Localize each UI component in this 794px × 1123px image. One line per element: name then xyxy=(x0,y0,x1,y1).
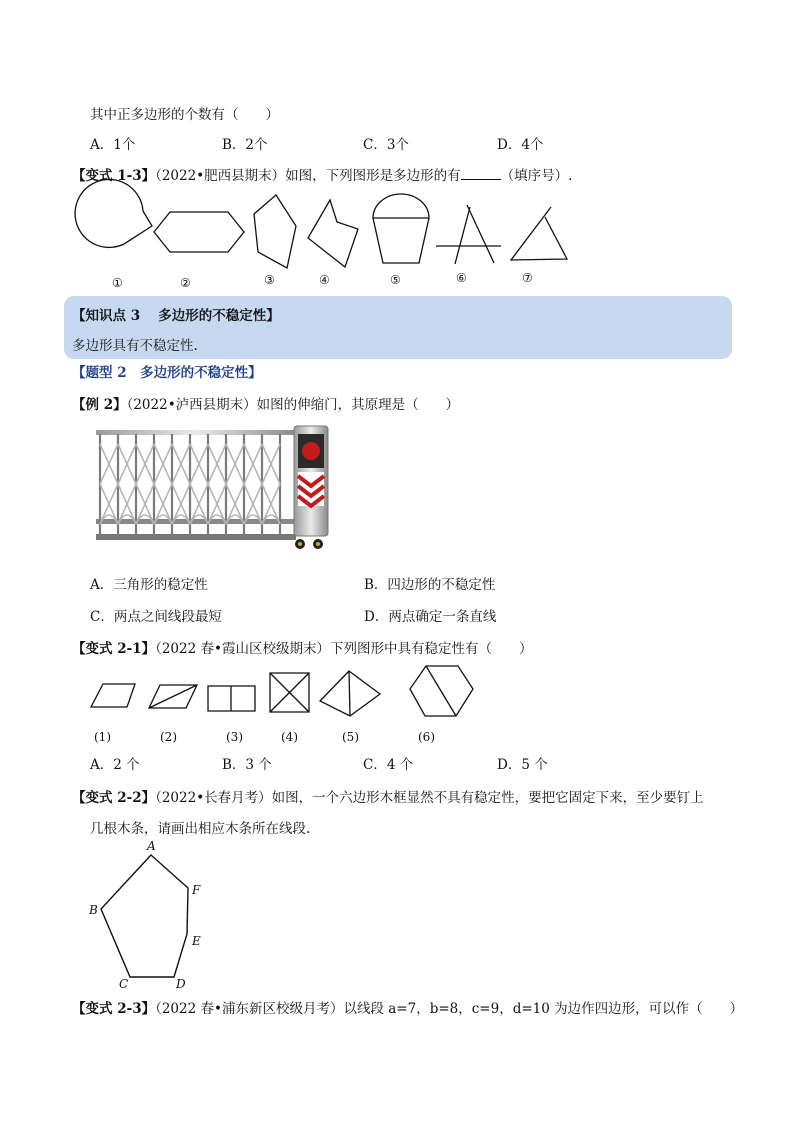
shape-label-1: ① xyxy=(112,276,123,290)
variant-option-c: C．4 个 xyxy=(363,757,414,773)
shape-label-2: ② xyxy=(180,276,191,290)
example-option-b: B．四边形的不稳定性 xyxy=(364,577,496,593)
example-tag: 【例 2】 xyxy=(72,397,127,413)
example-option-a: A．三角形的稳定性 xyxy=(90,577,208,593)
hexagon-shape xyxy=(101,855,188,977)
knowledge-title: 【知识点 3 多边形的不稳定性】 xyxy=(72,308,280,324)
vertex-d: D xyxy=(176,977,186,991)
vertex-f: F xyxy=(192,883,201,897)
variant-text: （2022 春•浦东新区校级月考）以线段 a=7，b=8，c=9，d=10 为边作四边形，可以作（ ） xyxy=(155,1001,744,1017)
variant-2-2-line2: 几根木条，请画出相应木条所在线段. xyxy=(90,821,311,837)
figure-label-4: (4) xyxy=(281,730,298,744)
vertex-a: A xyxy=(147,839,156,853)
option-a: A．1个 xyxy=(90,137,136,153)
variant-2-3 xyxy=(72,997,743,1017)
figure-label-3: (3) xyxy=(226,730,243,744)
example-text: （2022•泸西县期末）如图的伸缩门，其原理是（ ） xyxy=(126,397,460,413)
variant-text: （2022 春•霞山区校级期末）下列图形中具有稳定性有（ ） xyxy=(155,641,533,657)
variant-option-a: A．2 个 xyxy=(90,757,140,773)
figure-label-6: (6) xyxy=(418,730,435,744)
example-option-d: D．两点确定一条直线 xyxy=(364,609,497,625)
figure-label-1: (1) xyxy=(94,730,111,744)
example-option-c: C．两点之间线段最短 xyxy=(90,609,222,625)
shape-label-5: ⑤ xyxy=(390,273,401,287)
shape-label-7: ⑦ xyxy=(522,271,533,285)
variant-tag: 【变式 2-2】 xyxy=(72,790,156,806)
figure-label-5: (5) xyxy=(342,730,359,744)
figure-label-2: (2) xyxy=(160,730,177,744)
variant-option-d: D．5 个 xyxy=(497,757,548,773)
vertex-e: E xyxy=(192,934,201,948)
variant-tail: （填序号）. xyxy=(500,168,573,184)
option-c: C．3个 xyxy=(363,137,409,153)
variant-tag: 【变式 2-1】 xyxy=(72,641,156,657)
shape-label-3: ③ xyxy=(264,273,275,287)
variant-text: （2022•肥西县期末）如图，下列图形是多边形的有 xyxy=(155,168,461,184)
option-d: D．4个 xyxy=(497,137,544,153)
topic-title: 【题型 2 多边形的不稳定性】 xyxy=(72,365,262,381)
knowledge-body: 多边形具有不稳定性. xyxy=(72,338,198,354)
vertex-b: B xyxy=(89,903,98,917)
question-intro: 其中正多边形的个数有（ ） xyxy=(90,107,279,123)
option-b: B．2个 xyxy=(222,137,268,153)
shape-label-4: ④ xyxy=(319,273,330,287)
vertex-c: C xyxy=(119,977,129,991)
variant-tag: 【变式 1-3】 xyxy=(72,168,156,184)
variant-tag: 【变式 2-3】 xyxy=(72,1001,156,1017)
variant-option-b: B．3 个 xyxy=(222,757,272,773)
shape-label-6: ⑥ xyxy=(456,271,467,285)
variant-text: （2022•长春月考）如图，一个六边形木框显然不具有稳定性，要把它固定下来，至少要钉上 xyxy=(155,790,704,806)
